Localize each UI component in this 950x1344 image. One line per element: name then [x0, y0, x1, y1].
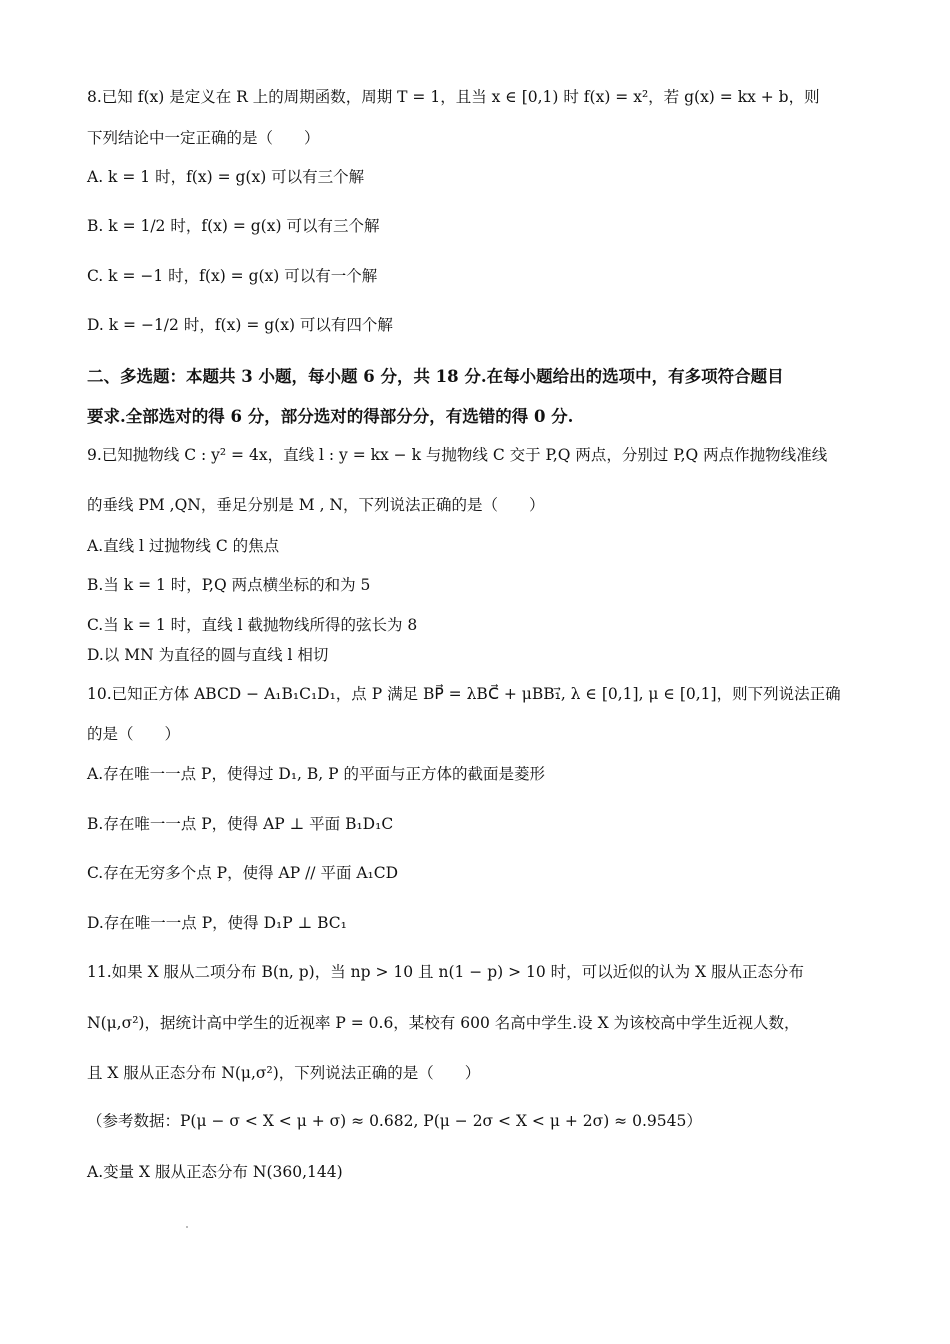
q9-stem-line-1: 9.已知抛物线 C : y² = 4x，直线 l : y = kx − k 与抛物线 C 交于 P,Q 两点，分别过 P,Q 两点作抛物线准线 [87, 446, 828, 464]
q11-stem-line-2: N(μ,σ²)，据统计高中学生的近视率 P = 0.6，某校有 600 名高中学生.设 X 为该校高中学生近视人数， [87, 1014, 800, 1032]
q8-option-b: B. k = 1/2 时，f(x) = g(x) 可以有三个解 [87, 217, 380, 235]
section-heading-line-1: 二、多选题：本题共 3 小题，每小题 6 分，共 18 分.在每小题给出的选项中，有多项符合题目 [87, 367, 784, 386]
q10-stem-line-2: 的是（ ） [87, 725, 181, 743]
q11-reference-data: （参考数据：P(μ − σ < X < μ + σ) ≈ 0.682, P(μ − 2σ < X < μ + 2σ) ≈ 0.9545） [87, 1112, 702, 1130]
q11-option-a: A.变量 X 服从正态分布 N(360,144) [87, 1163, 343, 1181]
q9-option-a: A.直线 l 过抛物线 C 的焦点 [87, 537, 280, 555]
q11-stem-line-1: 11.如果 X 服从二项分布 B(n, p)，当 np > 10 且 n(1 − p) > 10 时，可以近似的认为 X 服从正态分布 [87, 963, 805, 981]
q11-stem-line-3: 且 X 服从正态分布 N(μ,σ²)，下列说法正确的是（ ） [87, 1064, 481, 1082]
scan-speck [186, 1226, 188, 1228]
q8-option-c: C. k = −1 时，f(x) = g(x) 可以有一个解 [87, 267, 378, 285]
q8-option-a: A. k = 1 时，f(x) = g(x) 可以有三个解 [87, 168, 365, 186]
q8-stem-line-1: 8.已知 f(x) 是定义在 R 上的周期函数，周期 T = 1，且当 x ∈ [0,1) 时 f(x) = x²，若 g(x) = kx + b，则 [87, 88, 820, 106]
q10-option-c: C.存在无穷多个点 P，使得 AP // 平面 A₁CD [87, 864, 399, 882]
q8-stem-line-2: 下列结论中一定正确的是（ ） [87, 129, 320, 147]
q10-option-d: D.存在唯一一点 P，使得 D₁P ⊥ BC₁ [87, 914, 347, 932]
q8-option-d: D. k = −1/2 时，f(x) = g(x) 可以有四个解 [87, 316, 393, 334]
section-heading-line-2: 要求.全部选对的得 6 分，部分选对的得部分分，有选错的得 0 分. [87, 407, 574, 426]
q9-option-c: C.当 k = 1 时，直线 l 截抛物线所得的弦长为 8 [87, 616, 418, 634]
q9-option-d: D.以 MN 为直径的圆与直线 l 相切 [87, 646, 329, 664]
q10-option-a: A.存在唯一一点 P，使得过 D₁, B, P 的平面与正方体的截面是菱形 [87, 765, 546, 783]
q10-stem-line-1: 10.已知正方体 ABCD − A₁B₁C₁D₁，点 P 满足 BP⃗ = λBC⃗ + μBB₁⃗, λ ∈ [0,1], μ ∈ [0,1]，则下列说法正确 [87, 685, 841, 703]
q9-option-b: B.当 k = 1 时，P,Q 两点横坐标的和为 5 [87, 576, 371, 594]
q9-stem-line-2: 的垂线 PM ,QN，垂足分别是 M , N，下列说法正确的是（ ） [87, 496, 545, 514]
q10-option-b: B.存在唯一一点 P，使得 AP ⊥ 平面 B₁D₁C [87, 815, 394, 833]
